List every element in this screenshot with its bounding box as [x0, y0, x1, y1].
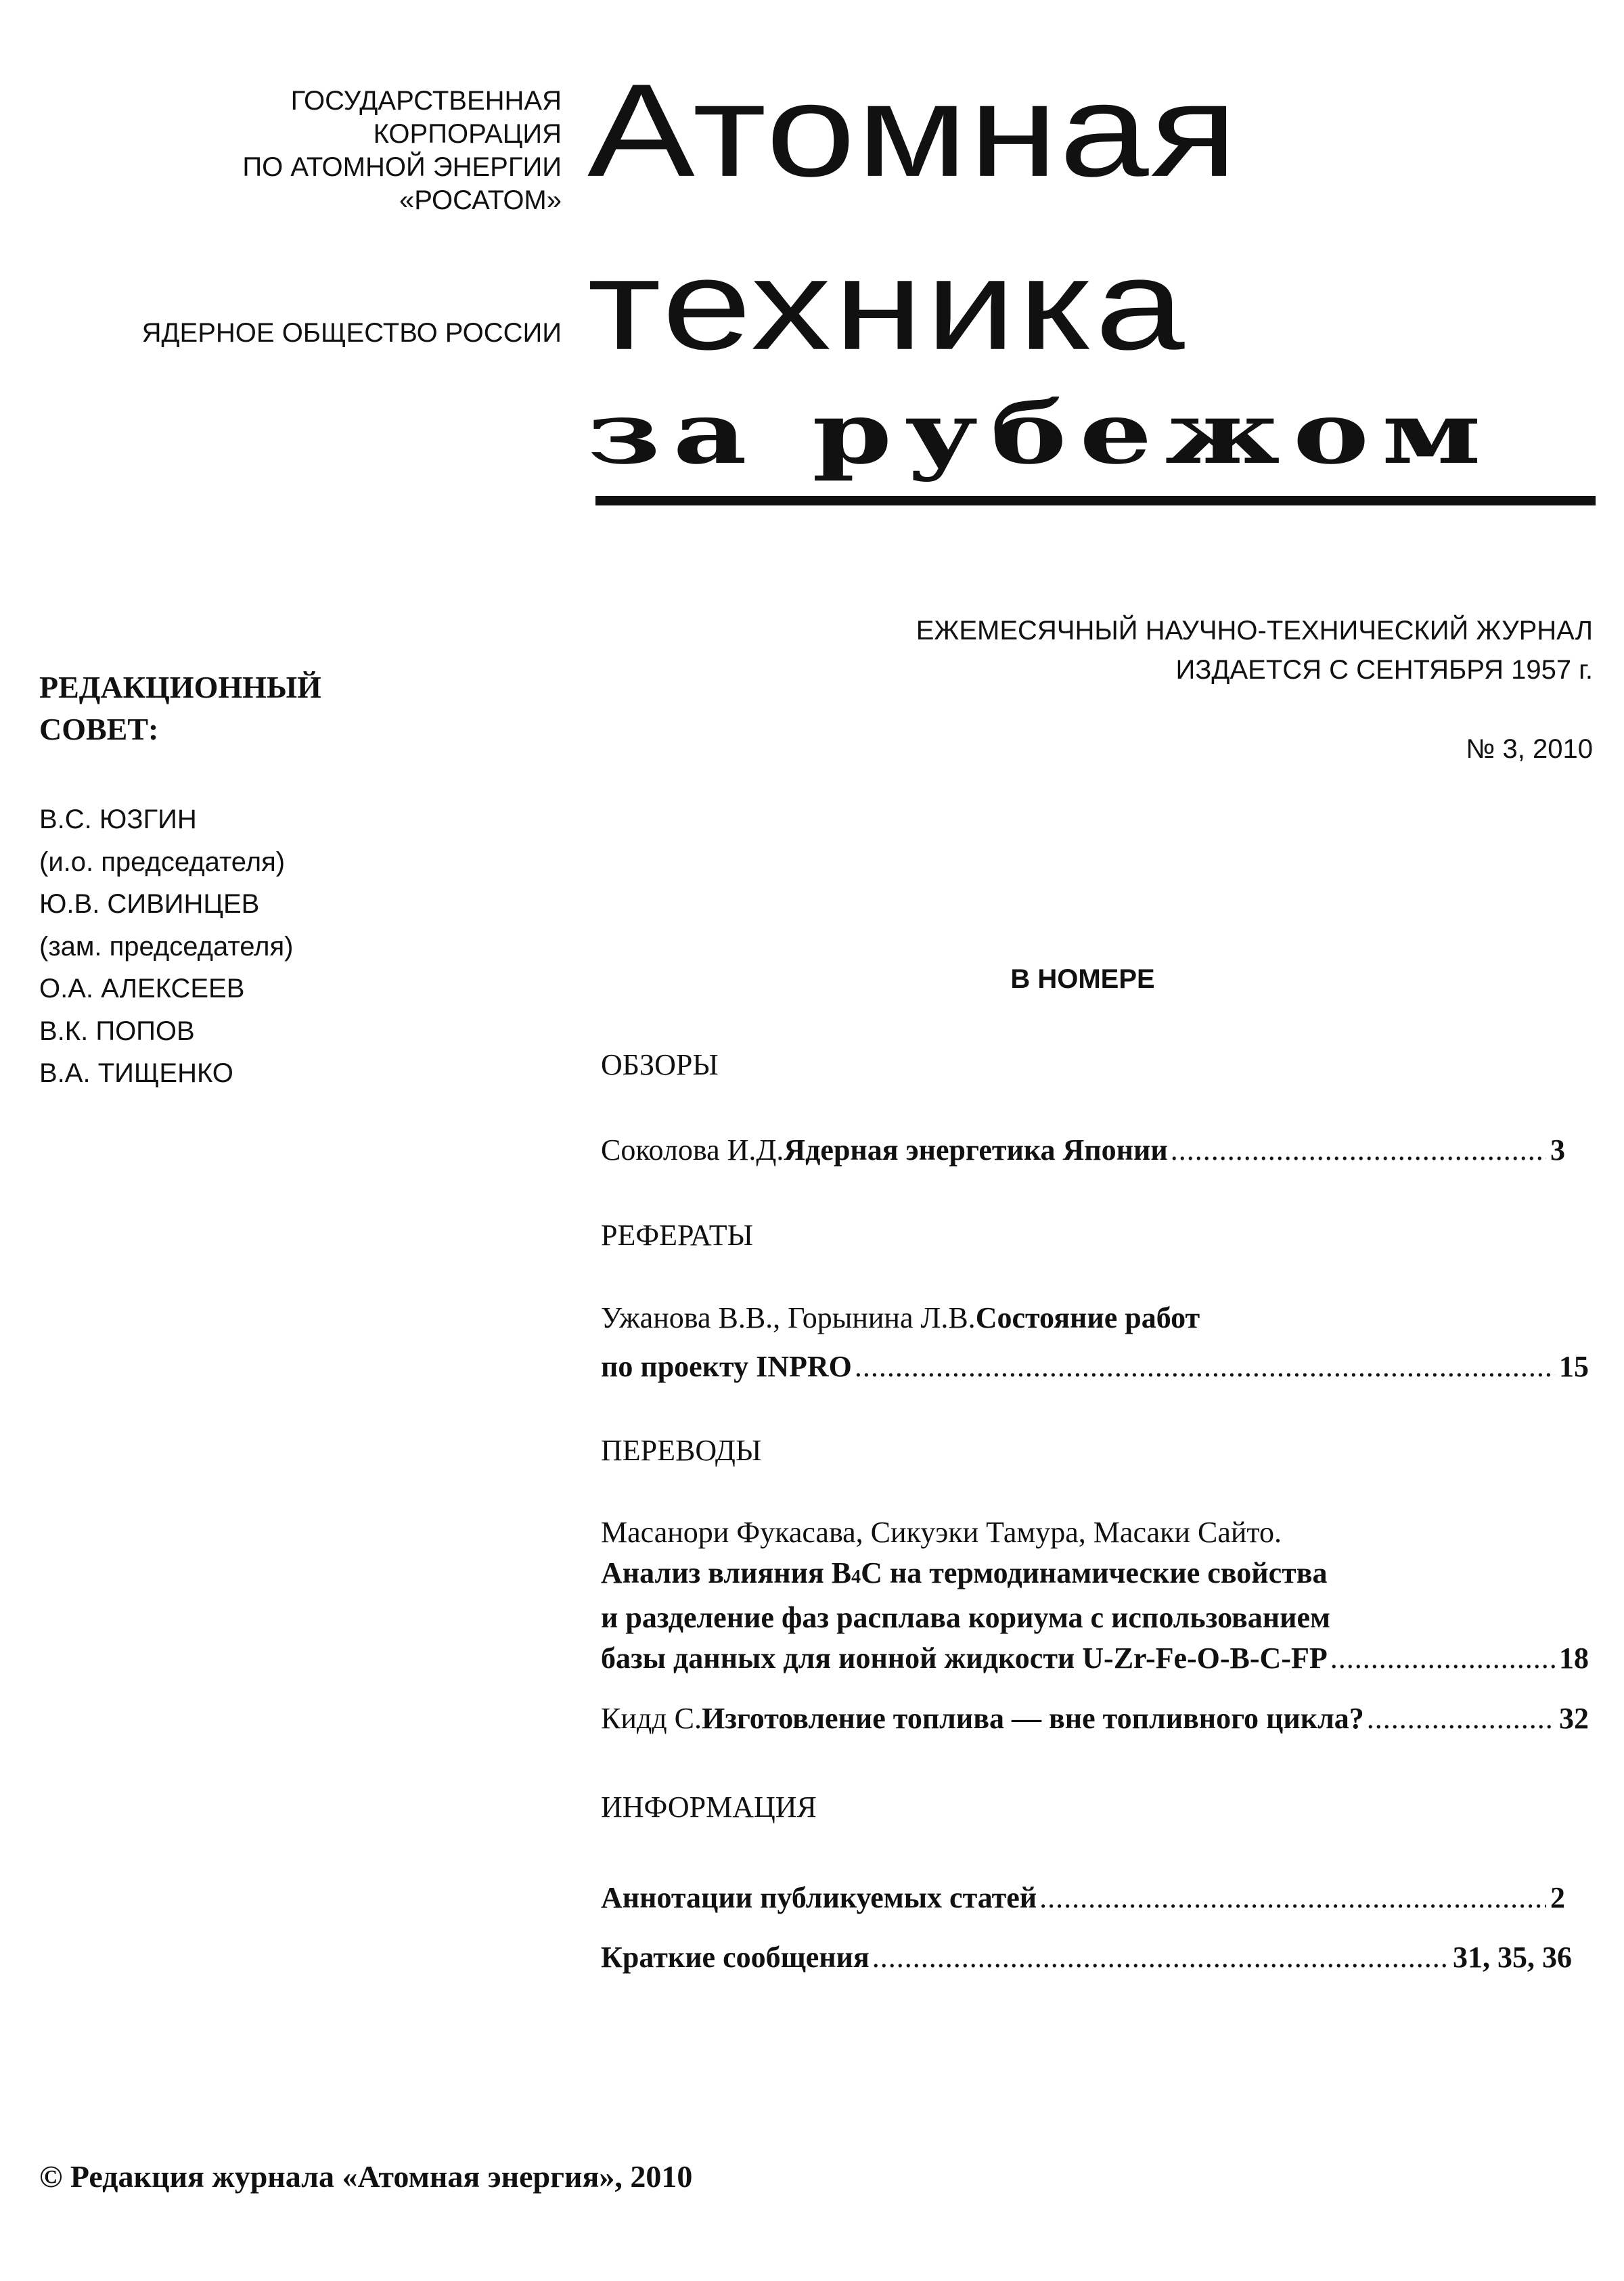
toc-entry-annotations[interactable] — [601, 1878, 1565, 1918]
publisher-line: ГОСУДАРСТВЕННАЯ — [290, 86, 562, 116]
issue-number: № 3, 2010 — [1466, 734, 1593, 764]
toc-leader — [1330, 1638, 1555, 1679]
toc-author: Масанори Фукасава, Сикуэки Тамура, Масаки Сайто. — [601, 1516, 1282, 1549]
toc-leader — [1171, 1130, 1546, 1171]
toc-title: Краткие сообщения — [601, 1941, 870, 1974]
society-name: ЯДЕРНОЕ ОБЩЕСТВО РОССИИ — [141, 318, 562, 348]
toc-title: базы данных для ионной жидкости U-Zr-Fe-O-B-C-FP — [601, 1642, 1328, 1675]
toc-title: C на термодинамические свойства — [861, 1556, 1328, 1589]
council-member-role: (и.о. председателя) — [39, 846, 286, 877]
council-member: В.А. ТИЩЕНКО — [39, 1058, 233, 1088]
toc-leader — [1367, 1698, 1555, 1739]
toc-title: Состояние работ — [975, 1301, 1200, 1334]
toc-entry-fukasawa[interactable] — [601, 1512, 1589, 1679]
toc-entry-kidd[interactable] — [601, 1698, 1589, 1739]
council-member: В.С. ЮЗГИН — [39, 805, 197, 834]
toc-page: 31, 35, 36 — [1453, 1941, 1572, 1974]
masthead-line-1: Атомная — [587, 57, 1239, 204]
toc-author: Ужанова В.В., Горынина Л.В. — [601, 1301, 976, 1334]
masthead-rule — [595, 496, 1596, 505]
journal-description: ЕЖЕМЕСЯЧНЫЙ НАУЧНО-ТЕХНИЧЕСКИЙ ЖУРНАЛ — [916, 616, 1593, 646]
publisher-line: «РОСАТОМ» — [399, 185, 562, 215]
toc-leader — [1039, 1878, 1546, 1918]
toc-entry-sokolova[interactable] — [601, 1130, 1565, 1171]
section-translations: ПЕРЕВОДЫ — [601, 1434, 762, 1467]
section-information: ИНФОРМАЦИЯ — [601, 1790, 817, 1824]
toc-page: 3 — [1550, 1133, 1565, 1167]
toc-entry-uzhanova[interactable] — [601, 1298, 1589, 1387]
toc-author: Кидд С. — [601, 1702, 702, 1735]
contents-title: В НОМЕРЕ — [1010, 964, 1155, 994]
council-title — [39, 667, 445, 750]
council-title-line: СОВЕТ: — [39, 712, 159, 746]
toc-author: Соколова И.Д. — [601, 1133, 784, 1167]
section-reviews: ОБЗОРЫ — [601, 1048, 719, 1081]
publisher-line: КОРПОРАЦИЯ — [373, 119, 562, 149]
masthead-line-2: техника — [587, 233, 1188, 377]
publisher-block — [81, 85, 562, 217]
toc-title-subscript: 4 — [851, 1566, 861, 1587]
publisher-line: ПО АТОМНОЙ ЭНЕРГИИ — [242, 152, 562, 182]
toc-title: Изготовление топлива — вне топливного цикла? — [702, 1702, 1364, 1735]
toc-title: по проекту INPRO — [601, 1350, 852, 1383]
journal-since: ИЗДАЕТСЯ С СЕНТЯБРЯ 1957 г. — [1175, 655, 1593, 685]
council-member-role: (зам. председателя) — [39, 931, 294, 962]
council-title-line: РЕДАКЦИОННЫЙ — [39, 670, 321, 704]
toc-title: Ядерная энергетика Японии — [784, 1133, 1168, 1167]
toc-title: и разделение фаз расплава кориума с использованием — [601, 1601, 1330, 1634]
toc-page: 18 — [1559, 1642, 1589, 1675]
masthead-line-3: за рубежом — [587, 383, 1494, 483]
council-member: Ю.В. СИВИНЦЕВ — [39, 889, 260, 919]
toc-leader — [872, 1937, 1449, 1978]
toc-page: 32 — [1559, 1702, 1589, 1735]
council-members — [39, 798, 293, 1095]
toc-leader — [855, 1347, 1555, 1387]
section-abstracts: РЕФЕРАТЫ — [601, 1219, 753, 1252]
toc-entry-brief[interactable] — [601, 1937, 1572, 1978]
copyright-notice: © Редакция журнала «Атомная энергия», 2010 — [39, 2159, 693, 2194]
toc-title: Анализ влияния B — [601, 1556, 852, 1589]
toc-page: 15 — [1559, 1350, 1589, 1383]
council-member: О.А. АЛЕКСЕЕВ — [39, 974, 245, 1003]
council-member: В.К. ПОПОВ — [39, 1016, 195, 1046]
toc-page: 2 — [1550, 1881, 1565, 1914]
toc-title: Аннотации публикуемых статей — [601, 1881, 1037, 1914]
